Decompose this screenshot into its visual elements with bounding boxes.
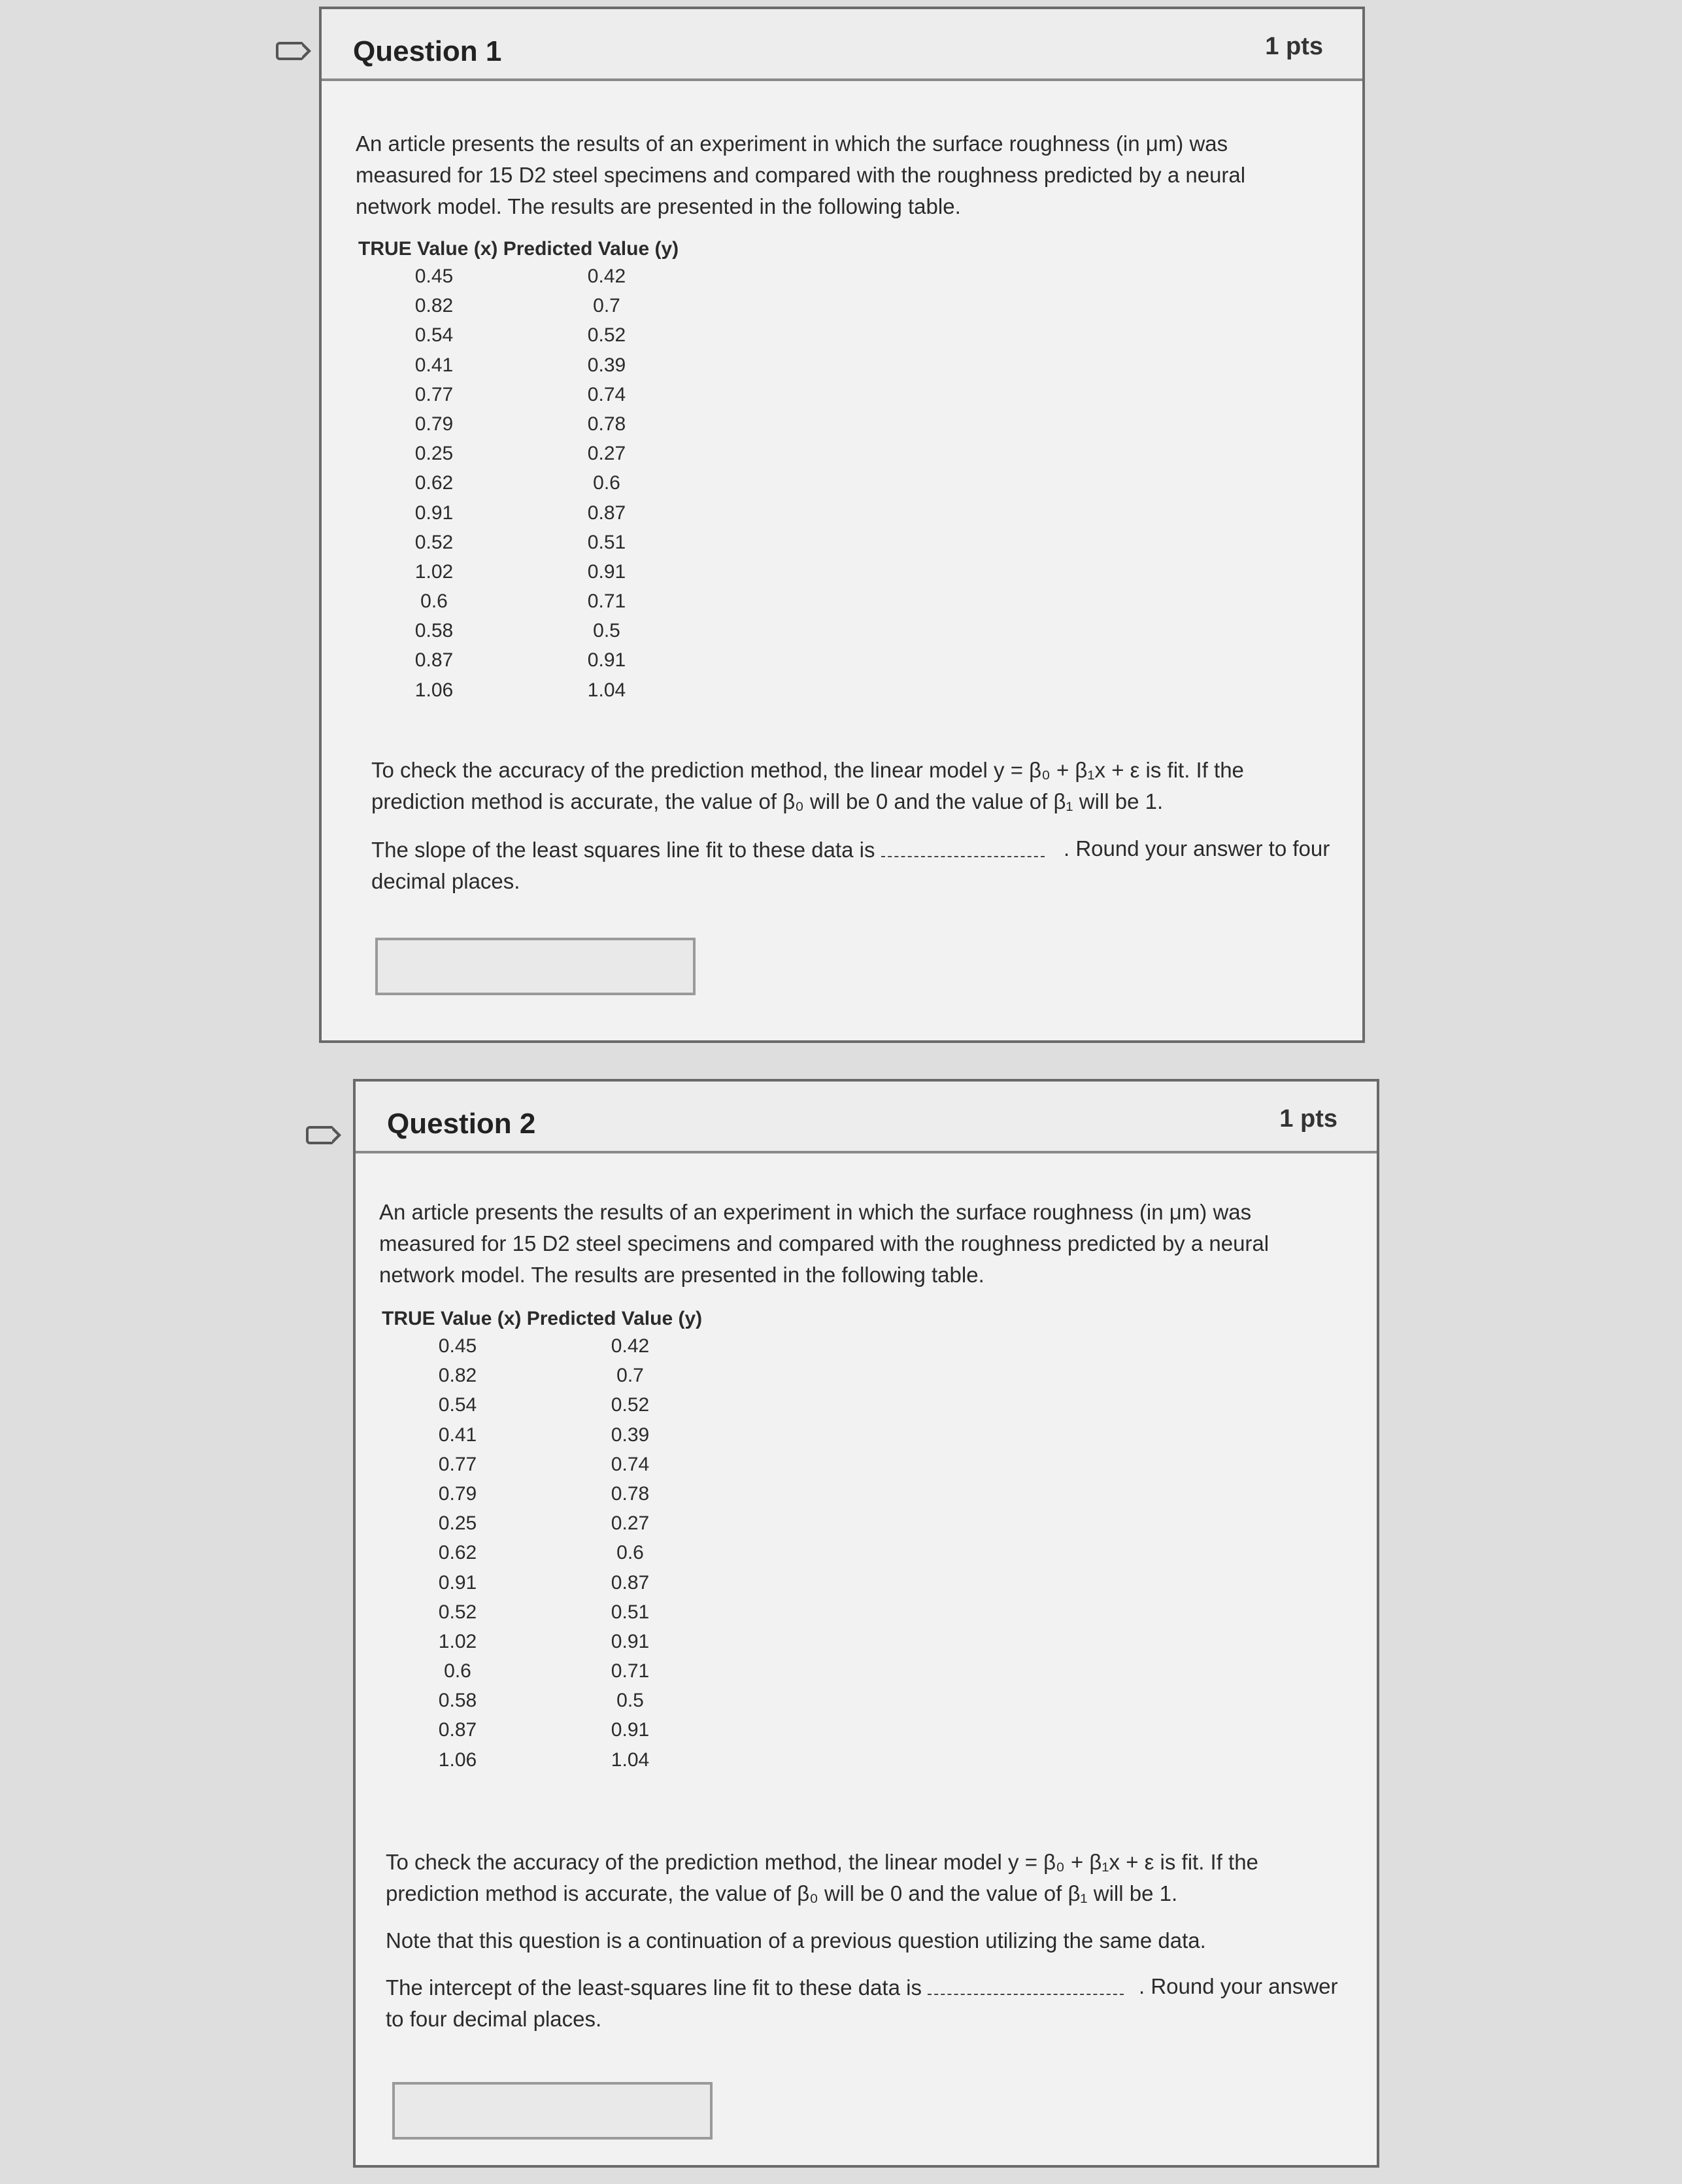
predicted-value-cell: 0.6 — [593, 472, 620, 494]
true-value-cell: 0.52 — [414, 531, 454, 553]
predicted-value-cell: 1.04 — [587, 679, 626, 701]
true-value-cell: 1.02 — [438, 1630, 477, 1652]
table-rows — [358, 260, 679, 704]
model-description: To check the accuracy of the prediction method, the linear model y = β₀ + β₁x + ε is fit. If the prediction method is accurate, the value of β₀ will be 0 and the value of β₁ will be 1. — [386, 1850, 1258, 1905]
true-value-cell: 0.41 — [438, 1424, 477, 1446]
true-value-cell: 0.45 — [438, 1335, 477, 1357]
table-row — [382, 1537, 702, 1566]
continuation-note: Note that this question is a continuation of a previous question utilizing the same data. — [386, 1928, 1206, 1953]
true-value-cell: 1.06 — [414, 679, 454, 701]
table-row — [382, 1389, 702, 1418]
table-row — [358, 644, 679, 674]
predicted-value-cell: 0.71 — [611, 1660, 650, 1682]
question-intro: An article presents the results of an experiment in which the surface roughness (in μm) was measured for 15 D2 steel specimens and compared with the roughness predicted by a neural network model. The results are presented in the following table. — [379, 1200, 1270, 1287]
predicted-value-cell: 0.91 — [587, 560, 626, 583]
table-row — [358, 408, 679, 437]
table-row — [382, 1478, 702, 1507]
predicted-value-cell: 0.51 — [587, 531, 626, 553]
true-value-cell: 0.41 — [414, 354, 454, 376]
question-title: Question 1 — [353, 35, 502, 67]
table-row — [358, 497, 679, 526]
true-value-cell: 0.77 — [438, 1453, 477, 1475]
true-value-cell: 0.79 — [414, 413, 454, 435]
round-instruction: . Round your answer to four — [1064, 836, 1330, 861]
table-row — [358, 260, 679, 290]
prompt-text: The slope of the least squares line fit to these data is — [371, 838, 875, 862]
table-row — [358, 674, 679, 704]
predicted-value-cell: 0.91 — [611, 1719, 650, 1741]
table-row — [382, 1596, 702, 1626]
predicted-value-cell: 0.27 — [611, 1512, 650, 1535]
predicted-value-cell: 0.71 — [587, 590, 626, 613]
true-value-cell: 1.06 — [438, 1749, 477, 1771]
answer-blank — [928, 1994, 1124, 1995]
round-instruction-continued: to four decimal places. — [386, 2007, 602, 2031]
predicted-value-cell: 0.87 — [611, 1571, 650, 1594]
table-row — [358, 349, 679, 379]
true-value-cell: 0.25 — [438, 1512, 477, 1535]
true-value-cell: 0.62 — [414, 472, 454, 494]
table-row — [382, 1507, 702, 1537]
predicted-value-cell: 0.5 — [616, 1690, 644, 1712]
table-header: TRUE Value (x) Predicted Value (y) — [358, 238, 679, 260]
predicted-value-cell: 0.51 — [611, 1601, 650, 1623]
table-row — [358, 319, 679, 349]
flag-question-icon[interactable] — [276, 42, 302, 60]
table-row — [358, 585, 679, 615]
true-value-cell: 0.58 — [414, 620, 454, 642]
predicted-value-cell: 0.91 — [611, 1630, 650, 1652]
question-prompt — [371, 834, 1064, 866]
true-value-cell: 0.62 — [438, 1542, 477, 1564]
question-card — [319, 7, 1365, 1043]
table-row — [358, 290, 679, 319]
predicted-value-cell: 0.7 — [593, 295, 620, 317]
true-value-cell: 0.25 — [414, 443, 454, 465]
question-prompt — [386, 1972, 1137, 2004]
question-body — [322, 81, 1362, 1040]
question-intro: An article presents the results of an experiment in which the surface roughness (in μm) was measured for 15 D2 steel specimens and compared with the roughness predicted by a neural network model. The results are presented in the following table. — [356, 131, 1246, 218]
predicted-value-cell: 0.87 — [587, 502, 626, 524]
question-points: 1 pts — [1279, 1105, 1337, 1133]
table-row — [382, 1655, 702, 1684]
true-value-cell: 0.87 — [438, 1719, 477, 1741]
question-card — [353, 1079, 1379, 2168]
table-row — [382, 1359, 702, 1389]
table-row — [382, 1626, 702, 1655]
true-value-cell: 0.82 — [414, 295, 454, 317]
predicted-value-cell: 0.39 — [587, 354, 626, 376]
true-value-cell: 0.45 — [414, 265, 454, 287]
table-row — [382, 1714, 702, 1743]
table-row — [358, 556, 679, 585]
predicted-value-cell: 0.5 — [593, 620, 620, 642]
true-value-cell: 1.02 — [414, 560, 454, 583]
true-value-cell: 0.54 — [414, 324, 454, 347]
question-header — [322, 9, 1362, 81]
flag-question-icon[interactable] — [306, 1126, 332, 1144]
table-row — [382, 1448, 702, 1478]
answer-input[interactable] — [392, 2082, 713, 2140]
true-value-cell: 0.91 — [438, 1571, 477, 1594]
answer-blank — [881, 856, 1045, 857]
prompt-text: The intercept of the least-squares line fit to these data is — [386, 1975, 922, 2000]
round-instruction: . Round your answer — [1139, 1974, 1338, 1998]
table-row — [358, 526, 679, 556]
table-row — [382, 1684, 702, 1714]
true-value-cell: 0.87 — [414, 649, 454, 672]
question-title: Question 2 — [387, 1108, 536, 1140]
predicted-value-cell: 0.74 — [587, 383, 626, 405]
table-header: TRUE Value (x) Predicted Value (y) — [382, 1308, 703, 1329]
table-row — [358, 615, 679, 644]
true-value-cell: 0.6 — [420, 590, 448, 613]
question-body — [356, 1153, 1377, 2165]
round-instruction-continued: decimal places. — [371, 869, 520, 893]
predicted-value-cell: 0.42 — [587, 265, 626, 287]
predicted-value-cell: 0.78 — [587, 413, 626, 435]
table-row — [382, 1330, 702, 1359]
predicted-value-cell: 0.74 — [611, 1453, 650, 1475]
predicted-value-cell: 1.04 — [611, 1749, 650, 1771]
true-value-cell: 0.79 — [438, 1482, 477, 1505]
table-row — [358, 379, 679, 408]
true-value-cell: 0.52 — [438, 1601, 477, 1623]
predicted-value-cell: 0.91 — [587, 649, 626, 672]
question-header — [356, 1082, 1377, 1153]
model-description: To check the accuracy of the prediction method, the linear model y = β₀ + β₁x + ε is fit. If the prediction method is accurate, the value of β₀ will be 0 and the value of β₁ will be 1. — [371, 758, 1244, 813]
data-table — [358, 238, 679, 704]
predicted-value-cell: 0.42 — [611, 1335, 650, 1357]
predicted-value-cell: 0.52 — [587, 324, 626, 347]
table-row — [358, 437, 679, 467]
table-row — [382, 1567, 702, 1596]
predicted-value-cell: 0.7 — [616, 1365, 644, 1387]
predicted-value-cell: 0.27 — [587, 443, 626, 465]
predicted-value-cell: 0.39 — [611, 1424, 650, 1446]
table-row — [382, 1744, 702, 1773]
predicted-value-cell: 0.78 — [611, 1482, 650, 1505]
true-value-cell: 0.77 — [414, 383, 454, 405]
true-value-cell: 0.6 — [444, 1660, 471, 1682]
predicted-value-cell: 0.6 — [616, 1542, 644, 1564]
table-row — [382, 1419, 702, 1448]
predicted-value-cell: 0.52 — [611, 1394, 650, 1416]
true-value-cell: 0.54 — [438, 1394, 477, 1416]
table-rows — [382, 1330, 702, 1773]
data-table — [382, 1308, 702, 1773]
true-value-cell: 0.91 — [414, 502, 454, 524]
true-value-cell: 0.58 — [438, 1690, 477, 1712]
answer-input[interactable] — [375, 938, 696, 995]
question-points: 1 pts — [1265, 33, 1323, 60]
true-value-cell: 0.82 — [438, 1365, 477, 1387]
table-row — [358, 467, 679, 496]
